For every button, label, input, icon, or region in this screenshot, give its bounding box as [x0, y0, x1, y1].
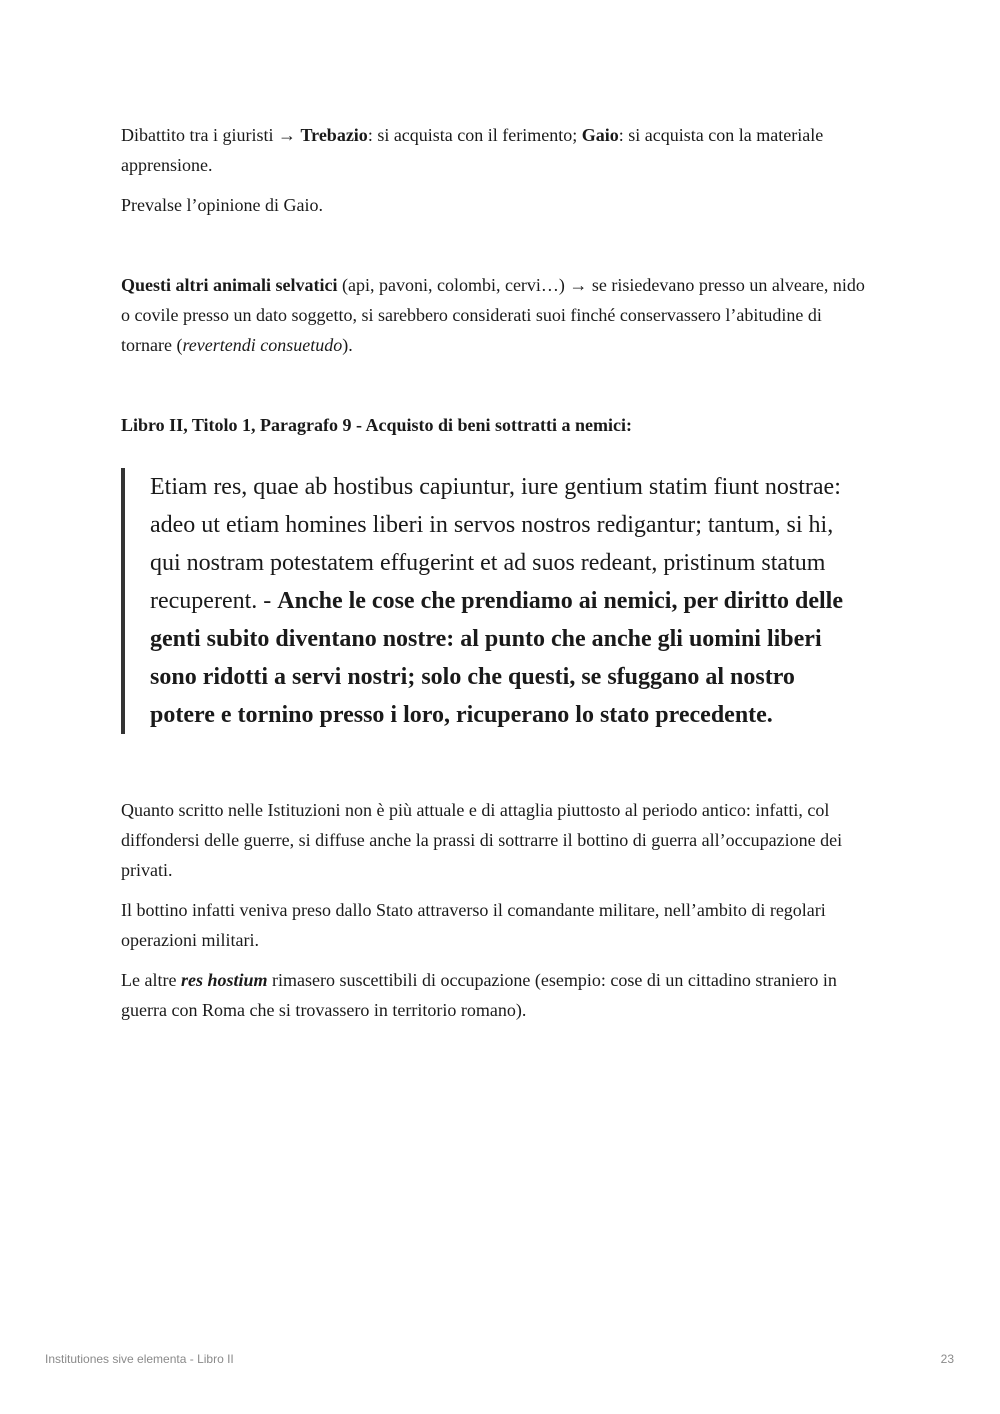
blockquote [121, 468, 861, 734]
page-content [121, 120, 871, 1025]
text-run: ). [342, 335, 353, 355]
quote-text [150, 468, 861, 734]
text-run: : si acquista con la materiale apprensione. [121, 125, 824, 175]
text-run: Le altre [121, 970, 181, 990]
latin-term: res hostium [180, 970, 268, 990]
paragraph-res-hostium [121, 965, 871, 1025]
paragraph-animali-selvatici [121, 270, 871, 360]
paragraph-dibattito [121, 120, 871, 180]
name-trebazio: Trebazio [300, 125, 368, 145]
quote-latin: Etiam res, quae ab hostibus capiuntur, iure gentium statim fiunt nostrae: adeo ut etiam homines liberi in servos nostros redigantur; tantum, si hi, qui nostram potestatem effugerint et ad suos redeant, pristinum statum recuperent. - [150, 474, 841, 614]
quote-italian: Anche le cose che prendiamo ai nemici, per diritto delle genti subito diventano nostre: al punto che anche gli uomini liberi sono ridotti a servi nostri; solo che questi, se sfuggano al nostro potere e tornino presso i loro, ricuperano lo stato precedente. [150, 588, 843, 728]
text-run: : si acquista con il ferimento; [367, 125, 582, 145]
text-run: rimasero suscettibili di occupazione (esempio: cose di un cittadino straniero in guerra con Roma che si trovassero in territorio romano). [121, 970, 837, 1020]
paragraph-quanto-scritto: Quanto scritto nelle Istituzioni non è più attuale e di attaglia piuttosto al periodo antico: infatti, col diffondersi delle guerre, si diffuse anche la prassi di sottrarre il bottino di guerra all’occupazione dei privati. [121, 800, 843, 880]
bold-term: Questi altri animali selvatici [121, 275, 338, 295]
paragraph-prevalse: Prevalse l’opinione di Gaio. [121, 195, 323, 215]
latin-term: revertendi consuetudo [182, 335, 343, 355]
section-heading: Libro II, Titolo 1, Paragrafo 9 - Acquisto di beni sottratti a nemici: [121, 415, 632, 435]
text-run: (api, pavoni, colombi, cervi…) → se risiedevano presso un alveare, nido o covile presso un dato soggetto, si sarebbero considerati suoi finché conservassero l’abitudine di tornare ( [121, 275, 865, 355]
name-gaio: Gaio [581, 125, 619, 145]
page-number: 23 [940, 1352, 954, 1366]
paragraph-bottino: Il bottino infatti veniva preso dallo Stato attraverso il comandante militare, nell’ambito di regolari operazioni militari. [121, 900, 826, 950]
text-run: Dibattito tra i giuristi → [121, 125, 301, 145]
footer-title: Institutiones sive elementa - Libro II [45, 1352, 234, 1366]
